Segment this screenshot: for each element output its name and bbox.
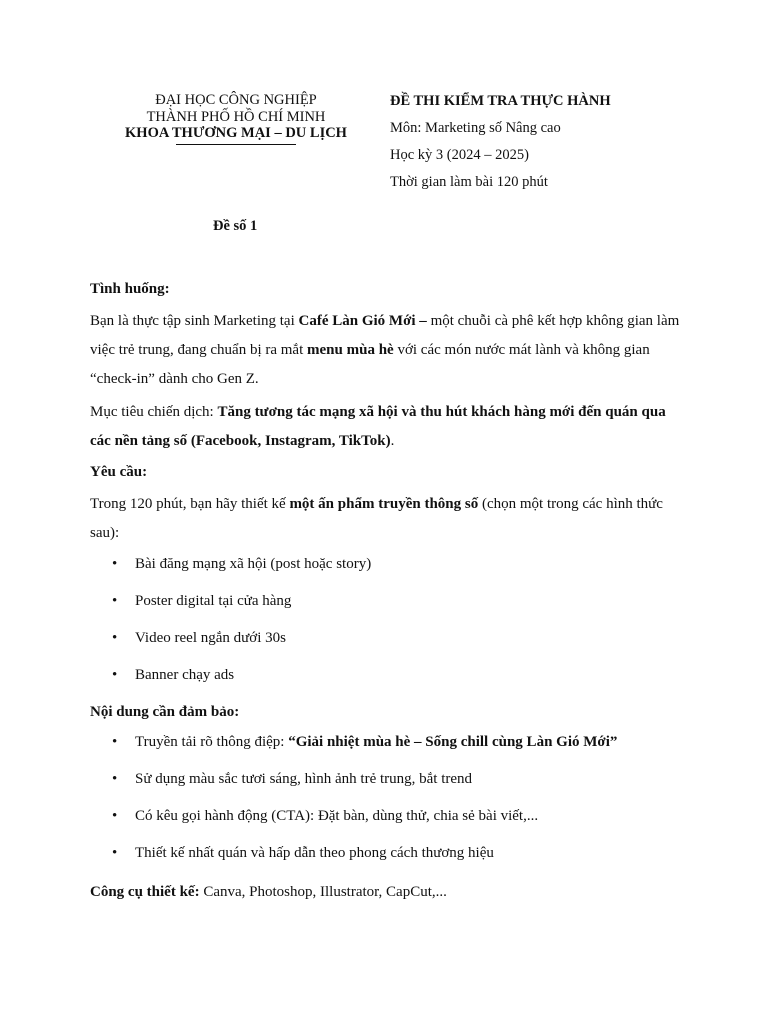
text-span: . (390, 433, 395, 449)
list-item (90, 841, 690, 878)
campaign-goal: Tăng tương tác mạng xã hội và thu hút khách hàng mới đến quán qua các nền tảng số (Facebook, Instagram, TikTok) (90, 404, 666, 449)
university-header (110, 92, 362, 145)
deliverable-highlight: một ấn phẩm truyền thông số (289, 496, 479, 512)
bullet-icon: • (112, 808, 118, 824)
list-item (90, 663, 690, 700)
list-item-text: Truyền tải rõ thông điệp: (135, 734, 289, 750)
exam-body (90, 277, 690, 911)
list-item-text: Sử dụng màu sắc tươi sáng, hình ảnh trẻ trung, bắt trend (135, 771, 473, 787)
list-item (90, 730, 690, 767)
exam-title: ĐỀ THI KIỂM TRA THỰC HÀNH (390, 93, 611, 109)
exam-number: Đề số 1 (213, 218, 258, 234)
list-item-text: Bài đăng mạng xã hội (post hoặc story) (135, 556, 372, 572)
text-span: Bạn là thực tập sinh Marketing tại (90, 313, 299, 329)
list-item (90, 589, 690, 626)
requirements-paragraph (90, 490, 690, 548)
menu-highlight: menu mùa hè (307, 342, 394, 358)
exam-term: Học kỳ 3 (2024 – 2025) (390, 147, 529, 163)
exam-subject: Môn: Marketing số Nâng cao (390, 120, 561, 136)
tools-value: Canva, Photoshop, Illustrator, CapCut,... (199, 884, 447, 900)
list-item (90, 767, 690, 804)
university-name-line2: THÀNH PHỐ HỒ CHÍ MINH (146, 108, 326, 125)
university-name-line1: ĐẠI HỌC CÔNG NGHIỆP (155, 92, 317, 108)
bullet-icon: • (112, 667, 118, 683)
bullet-icon: • (112, 734, 118, 750)
content-requirements-list (90, 730, 690, 878)
bullet-icon: • (112, 593, 118, 609)
text-span: Trong 120 phút, bạn hãy thiết kế (90, 496, 290, 512)
list-item (90, 804, 690, 841)
brand-name: Café Làn Gió Mới – (298, 313, 427, 329)
list-item-text: Poster digital tại cửa hàng (135, 593, 292, 609)
format-options-list (90, 552, 690, 700)
situation-heading: Tình huống: (90, 281, 170, 297)
bullet-icon: • (112, 556, 118, 572)
list-item-text: Có kêu gọi hành động (CTA): Đặt bàn, dùng thử, chia sẻ bài viết,... (135, 808, 539, 824)
tools-line (90, 878, 690, 907)
list-item-text: Thiết kế nhất quán và hấp dẫn theo phong cách thương hiệu (135, 845, 494, 861)
campaign-goal-paragraph (90, 398, 690, 456)
tools-label: Công cụ thiết kế: (90, 884, 200, 900)
content-heading: Nội dung cần đảm bảo: (90, 704, 240, 720)
text-span: một chuỗi cà phê kết hợp không gian làm việc trẻ trung, đang chuẩn bị ra mắt (90, 313, 680, 358)
exam-duration: Thời gian làm bài 120 phút (390, 174, 548, 190)
bullet-icon: • (112, 845, 118, 861)
list-item (90, 626, 690, 663)
list-item-text: Video reel ngắn dưới 30s (135, 630, 286, 646)
requirements-heading: Yêu cầu: (90, 464, 148, 480)
list-item (90, 552, 690, 589)
text-span: với các món nước mát lành và không gian “check-in” dành cho Gen Z. (90, 342, 650, 387)
faculty-name: KHOA THƯƠNG MẠI – DU LỊCH (125, 125, 347, 141)
exam-info-header (390, 92, 611, 200)
bullet-icon: • (112, 630, 118, 646)
bullet-icon: • (112, 771, 118, 787)
header-divider (176, 144, 296, 145)
list-item-text: Banner chạy ads (135, 667, 235, 683)
situation-paragraph (90, 307, 690, 394)
text-span: Mục tiêu chiến dịch: (90, 404, 218, 420)
campaign-slogan: “Giải nhiệt mùa hè – Sống chill cùng Làn Gió Mới” (288, 734, 618, 750)
text-span: (chọn một trong các hình thức sau): (90, 496, 663, 541)
